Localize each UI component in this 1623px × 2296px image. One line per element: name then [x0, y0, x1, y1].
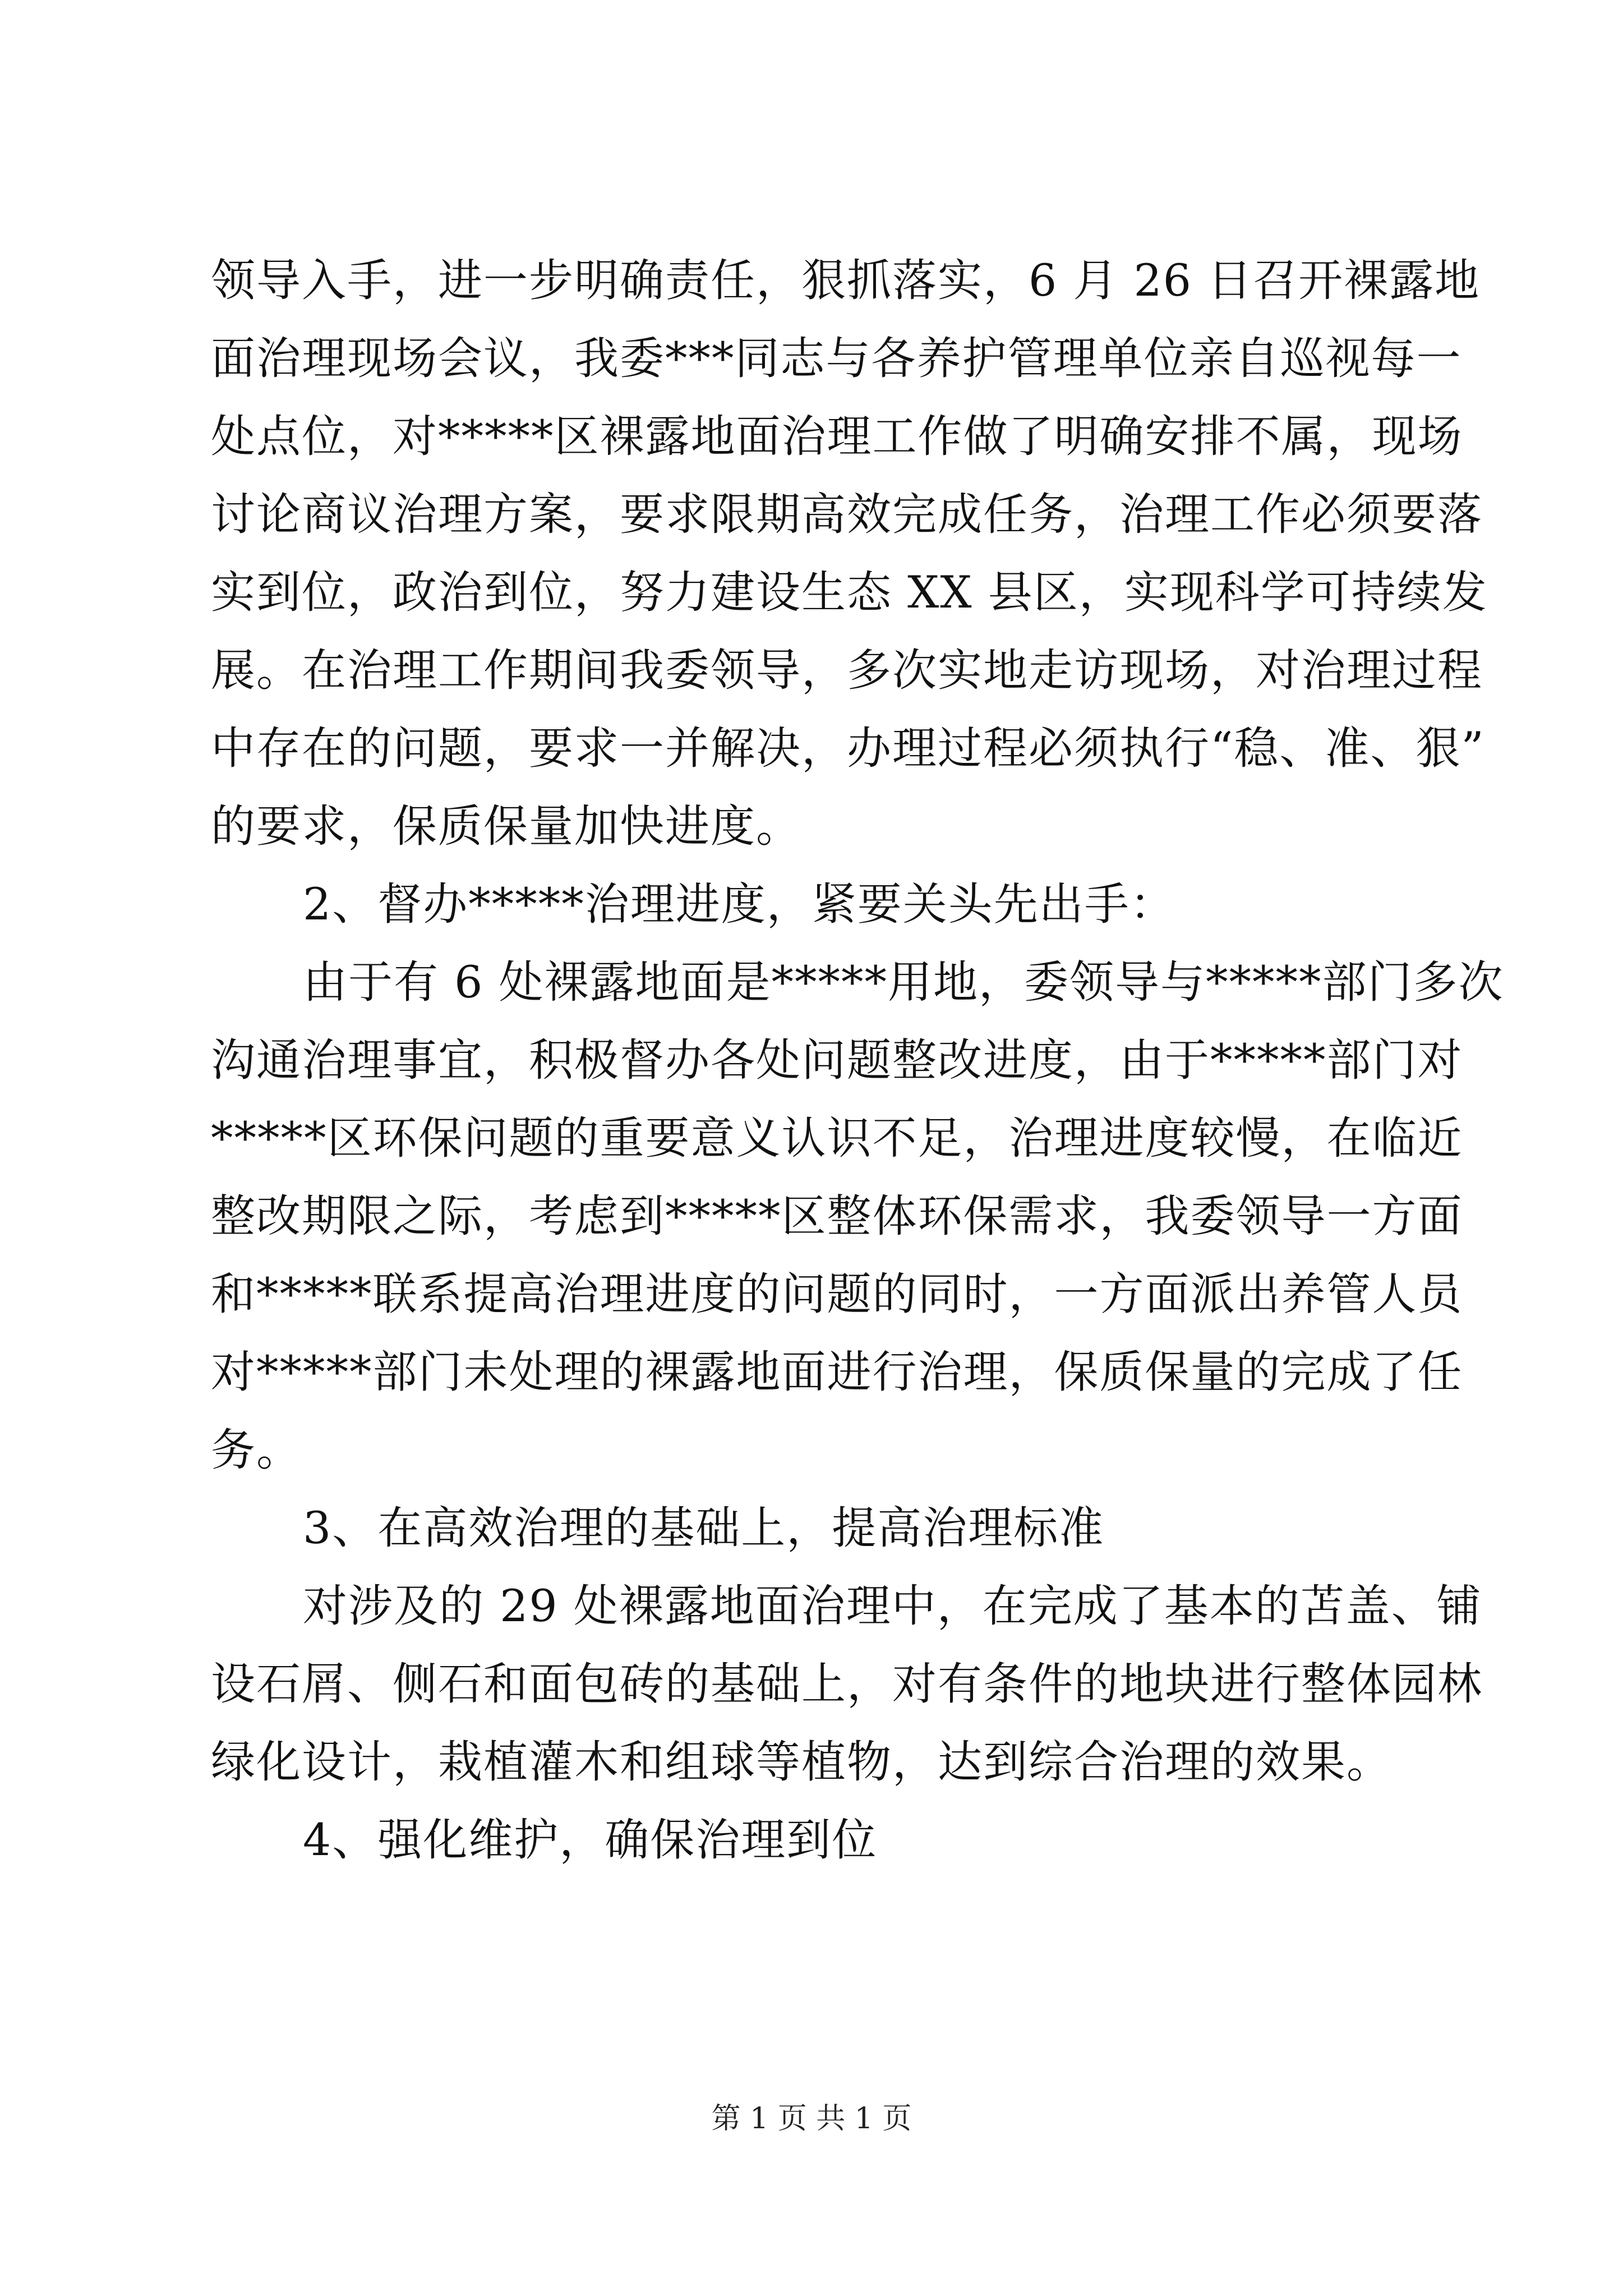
body-line: 设石屑、侧石和面包砖的基础上，对有条件的地块进行整体园林	[211, 1658, 1483, 1710]
body-line: 处点位，对*****区裸露地面治理工作做了明确安排不属，现场	[211, 411, 1463, 462]
section-heading: 3、在高效治理的基础上，提高治理标准	[303, 1502, 1105, 1554]
page-number-footer: 第 1 页 共 1 页	[711, 2102, 912, 2136]
body-line: 的要求，保质保量加快进度。	[211, 800, 801, 852]
body-line: 展。在治理工作期间我委领导，多次实地走访现场，对治理过程	[211, 645, 1483, 696]
section-heading: 4、强化维护，确保治理到位	[303, 1814, 878, 1866]
body-line: 讨论商议治理方案，要求限期高效完成任务，治理工作必须要落	[211, 489, 1483, 540]
body-line: 对*****部门未处理的裸露地面进行治理，保质保量的完成了任	[211, 1346, 1463, 1398]
body-line: *****区环保问题的重要意义认识不足，治理进度较慢，在临近	[211, 1112, 1463, 1164]
body-line: 实到位，政治到位，努力建设生态 XX 县区，实现科学可持续发	[211, 567, 1488, 618]
body-line: 务。	[211, 1424, 302, 1476]
body-line: 中存在的问题，要求一并解决，办理过程必须执行“稳、准、狠”	[211, 723, 1485, 774]
body-line: 由于有 6 处裸露地面是*****用地，委领导与*****部门多次	[303, 956, 1504, 1008]
body-line: 沟通治理事宜，积极督办各处问题整改进度，由于*****部门对	[211, 1034, 1463, 1086]
body-line: 整改期限之际，考虑到*****区整体环保需求，我委领导一方面	[211, 1190, 1463, 1242]
body-line: 领导入手，进一步明确责任，狠抓落实，6 月 26 日召开裸露地	[211, 255, 1481, 306]
body-line: 和*****联系提高治理进度的问题的同时，一方面派出养管人员	[211, 1268, 1463, 1320]
body-line: 面治理现场会议，我委***同志与各养护管理单位亲自巡视每一	[211, 333, 1462, 384]
body-line: 对涉及的 29 处裸露地面治理中，在完成了基本的苫盖、铺	[303, 1580, 1482, 1632]
section-heading: 2、督办*****治理进度，紧要关头先出手：	[303, 878, 1175, 930]
body-line: 绿化设计，栽植灌木和组球等植物，达到综合治理的效果。	[211, 1736, 1392, 1788]
